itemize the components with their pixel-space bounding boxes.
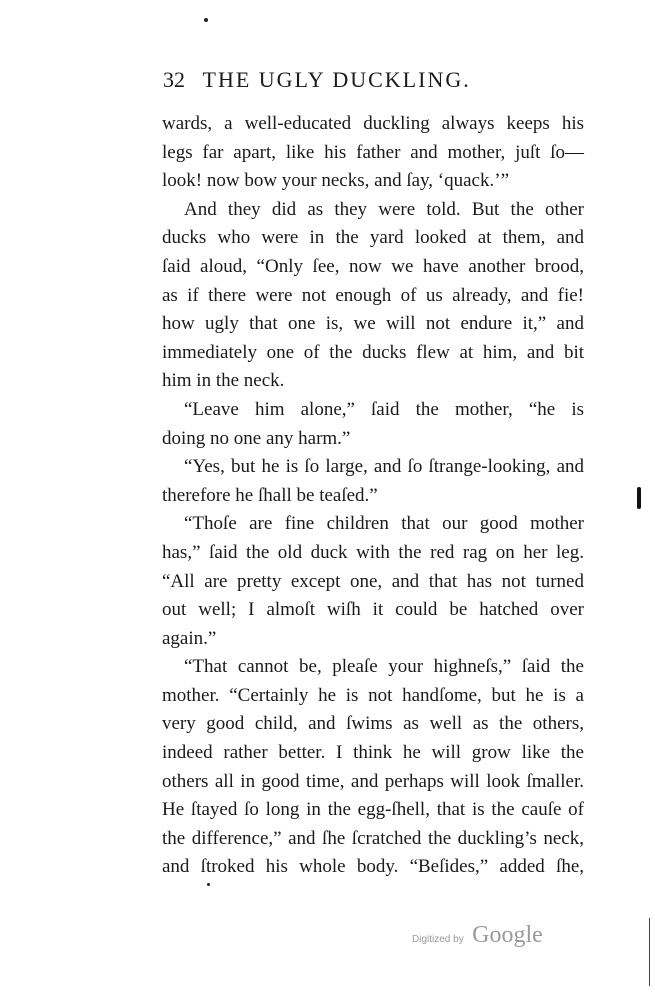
text-line: the difference,” and ſhe ſcratched the duckling’s neck, — [162, 827, 584, 849]
margin-ink-mark — [637, 487, 641, 509]
text-line: “That cannot be, pleaſe your highneſs,” ſaid the — [184, 656, 584, 678]
text-line: ducks who were in the yard looked at them, and — [162, 227, 584, 249]
body-text — [162, 110, 584, 882]
text-line: look! now bow your necks, and ſay, ‘quack.’” — [162, 170, 510, 192]
watermark-prefix: Digitized by — [412, 934, 464, 945]
text-line: “Leave him alone,” ſaid the mother, “he is — [184, 398, 584, 420]
running-title: THE UGLY DUCKLING. — [202, 67, 471, 92]
ink-speck — [207, 883, 210, 886]
text-line: “Thoſe are fine children that our good mother — [184, 513, 584, 535]
ink-speck — [204, 18, 208, 22]
page-number: 32 — [163, 67, 185, 92]
text-line: mother. “Certainly he is not handſome, but he is a — [162, 684, 584, 706]
text-line: And they did as they were told. But the other — [184, 198, 584, 220]
scan-edge-line — [649, 918, 650, 986]
text-line: how ugly that one is, we will not endure it,” and — [162, 313, 584, 335]
text-line: wards, a well-educated duckling always keeps his — [162, 113, 584, 134]
watermark-brand: Google — [472, 922, 543, 948]
text-line: as if there were not enough of us already, and fie! — [162, 284, 584, 306]
text-line: others all in good time, and perhaps will look ſmaller. — [162, 770, 584, 792]
running-header — [163, 66, 583, 94]
text-line: immediately one of the ducks flew at him, and bit — [162, 341, 584, 363]
digitization-watermark — [412, 922, 543, 949]
text-line: has,” ſaid the old duck with the red rag on her leg. — [162, 541, 584, 563]
text-line: out well; I almoſt wiſh it could be hatched over — [162, 599, 584, 621]
text-line: again.” — [162, 627, 217, 649]
text-line: He ſtayed ſo long in the egg-ſhell, that is the cauſe of — [162, 799, 584, 821]
text-line: very good child, and ſwims as well as the others, — [162, 713, 584, 735]
text-line: him in the neck. — [162, 370, 285, 392]
text-line: therefore he ſhall be teaſed.” — [162, 484, 378, 506]
text-line: ſaid aloud, “Only ſee, now we have another brood, — [162, 255, 584, 277]
text-line: legs far apart, like his father and mother, juſt ſo— — [162, 141, 584, 163]
text-line: “All are pretty except one, and that has not turned — [162, 570, 584, 592]
text-line: doing no one any harm.” — [162, 427, 351, 449]
text-line: and ſtroked his whole body. “Beſides,” added ſhe, — [162, 856, 584, 878]
text-line: “Yes, but he is ſo large, and ſo ſtrange-looking, and — [184, 456, 584, 478]
text-line: indeed rather better. I think he will grow like the — [162, 742, 584, 764]
